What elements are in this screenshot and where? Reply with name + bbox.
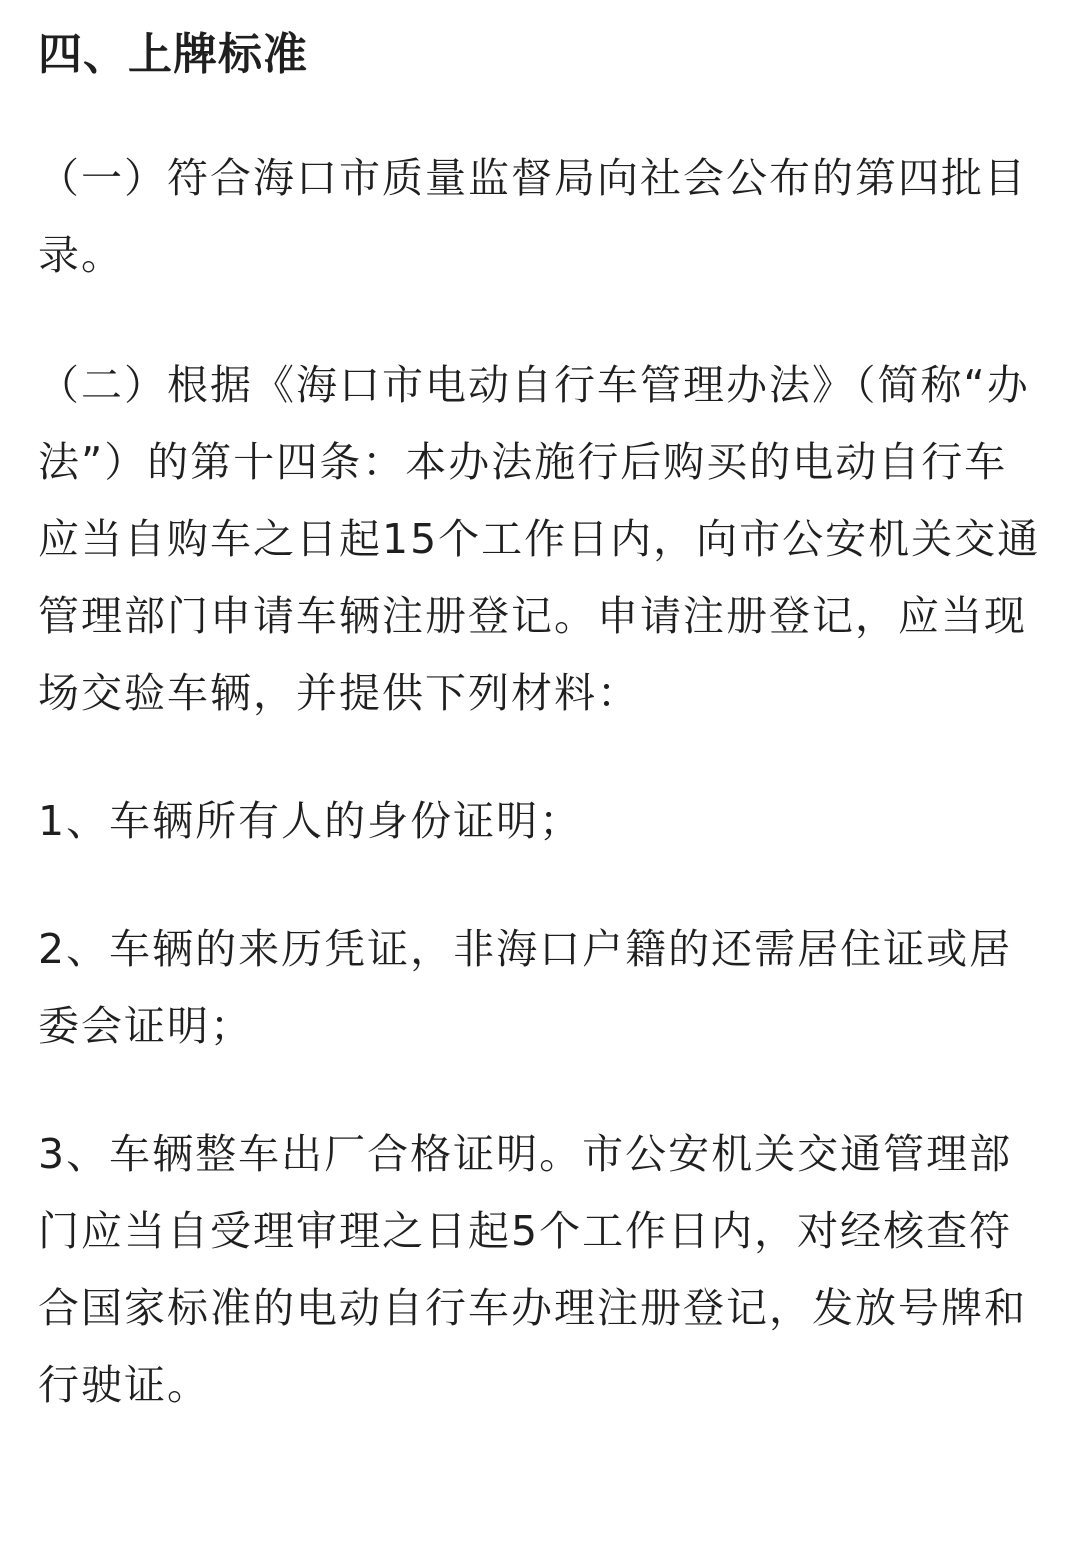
paragraph-2: （二）根据《海口市电动自行车管理办法》（简称“办法”）的第十四条：本办法施行后购买的电动自行车应当自购车之日起15个工作日内，向市公安机关交通管理部门申请车辆注册登记。申请注册登记，应当现场交验车辆，并提供下列材料： xyxy=(38,361,1041,717)
list-item-3: 3、车辆整车出厂合格证明。市公安机关交通管理部门应当自受理审理之日起5个工作日内，对经核查符合国家标准的电动自行车办理注册登记，发放号牌和行驶证。 xyxy=(38,1130,1027,1409)
list-item-1: 1、车辆所有人的身份证明； xyxy=(38,797,583,845)
article-body xyxy=(38,24,1044,1424)
section-heading: 四、上牌标准 xyxy=(38,29,308,80)
paragraph-1: （一）符合海口市质量监督局向社会公布的第四批目录。 xyxy=(38,154,1027,279)
list-item-2: 2、车辆的来历凭证，非海口户籍的还需居住证或居委会证明； xyxy=(38,925,1013,1050)
